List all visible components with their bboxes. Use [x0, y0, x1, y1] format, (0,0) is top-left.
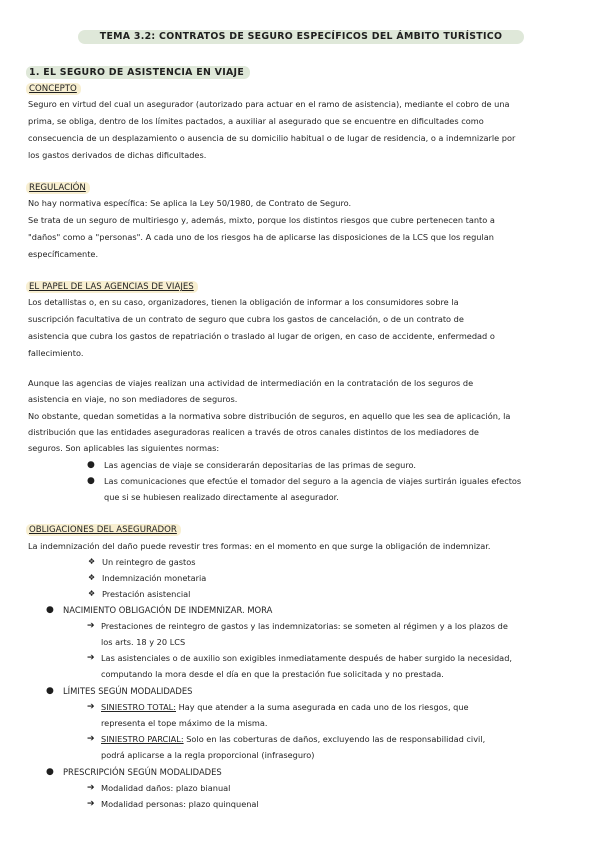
document-title: TEMA 3.2: CONTRATOS DE SEGURO ESPECÍFICOS DEL ÁMBITO TURÍSTICO: [78, 30, 524, 44]
agencias-p1-line-4: fallecimiento.: [28, 348, 84, 358]
siniestro-total-label: SINIESTRO TOTAL:: [101, 702, 176, 712]
bullet-dot-icon: ●: [87, 476, 95, 486]
agencias-p2-line-4: distribución que las entidades aseguradoras realicen a través de otros canales distintos de los mediadores de: [28, 427, 479, 437]
agencias-p2-line-1: Aunque las agencias de viajes realizan una actividad de intermediación en la contratación de los seguros de: [28, 378, 474, 388]
bullet-dot-icon: ●: [46, 686, 54, 696]
agencias-bullet-2-line-2: que si se hubiesen realizado directamente al asegurador.: [104, 492, 339, 502]
forma-1: Un reintegro de gastos: [102, 557, 196, 567]
regulacion-line-2: Se trata de un seguro de multiriesgo y, además, mixto, porque los distintos riesgos que cubre pertenecen tanto a: [28, 215, 495, 225]
diamond-bullet-icon: ❖: [88, 589, 96, 598]
diamond-bullet-icon: ❖: [88, 573, 96, 582]
agencias-bullet-1: Las agencias de viaje se considerarán depositarias de las primas de seguro.: [104, 460, 416, 470]
prescripcion-item-1: Modalidad daños: plazo bianual: [101, 783, 231, 793]
siniestro-parcial-label: SINIESTRO PARCIAL:: [101, 734, 184, 744]
regulacion-line-4: específicamente.: [28, 249, 99, 259]
group-mora-title: NACIMIENTO OBLIGACIÓN DE INDEMNIZAR. MORA: [63, 605, 273, 615]
regulacion-line-3: "daños" como a "personas". A cada uno de los riesgos ha de aplicarse las disposiciones de la LCS que los regulan: [28, 232, 494, 242]
limites-item-2-line-2: podrá aplicarse a la regla proporcional (infraseguro): [101, 750, 315, 760]
arrow-right-icon: ➔: [87, 783, 95, 793]
agencias-p2-line-2: asistencia en viaje, no son mediadores de seguros.: [28, 394, 238, 404]
bullet-dot-icon: ●: [46, 767, 54, 777]
siniestro-parcial-text: Solo en las coberturas de daños, excluyendo las de responsabilidad civil,: [183, 734, 486, 744]
agencias-p2-line-5: seguros. Son aplicables las siguientes normas:: [28, 443, 220, 453]
concepto-line-3: consecuencia de un desplazamiento o ausencia de su domicilio habitual o de lugar de residencia, o a indemnizarle por: [28, 133, 516, 143]
obligaciones-header: OBLIGACIONES DEL ASEGURADOR: [26, 524, 181, 536]
group-prescripcion-title: PRESCRIPCIÓN SEGÚN MODALIDADES: [63, 767, 222, 777]
forma-2: Indemnización monetaria: [102, 573, 207, 583]
regulacion-header: REGULACIÓN: [26, 182, 90, 194]
concepto-line-1: Seguro en virtud del cual un asegurador (autorizado para actuar en el ramo de asistencia), mediante el cobro de una: [28, 99, 510, 109]
limites-item-1-line-1: [101, 699, 469, 715]
bullet-dot-icon: ●: [87, 460, 95, 470]
limites-item-2-line-1: [101, 731, 485, 747]
mora-item-1-line-1: Prestaciones de reintegro de gastos y las indemnizatorias: se someten al régimen y a los plazos de: [101, 621, 508, 631]
concepto-header: CONCEPTO: [26, 83, 81, 95]
section-title: 1. EL SEGURO DE ASISTENCIA EN VIAJE: [26, 66, 250, 79]
prescripcion-item-2: Modalidad personas: plazo quinquenal: [101, 799, 259, 809]
agencias-p1-line-3: asistencia que cubra los gastos de repatriación o traslado al lugar de origen, en caso de accidente, enfermedad o: [28, 331, 495, 341]
mora-item-2-line-1: Las asistenciales o de auxilio son exigibles inmediatamente después de haber surgido la necesidad,: [101, 653, 513, 663]
agencias-p1-line-2: suscripción facultativa de un contrato de seguro que cubra los gastos de cancelación, o de un contrato de: [28, 314, 464, 324]
mora-item-1-line-2: los arts. 18 y 20 LCS: [101, 637, 186, 647]
concepto-line-4: los gastos derivados de dichas dificultades.: [28, 150, 207, 160]
bullet-dot-icon: ●: [46, 605, 54, 615]
mora-item-2-line-2: computando la mora desde el día en que la prestación fue solicitada y no prestada.: [101, 669, 444, 679]
arrow-right-icon: ➔: [87, 621, 95, 631]
group-limites-title: LÍMITES SEGÚN MODALIDADES: [63, 686, 193, 696]
arrow-right-icon: ➔: [87, 653, 95, 663]
arrow-right-icon: ➔: [87, 799, 95, 809]
agencias-p1-line-1: Los detallistas o, en su caso, organizadores, tienen la obligación de informar a los consumidores sobre la: [28, 297, 459, 307]
obligaciones-intro: La indemnización del daño puede revestir tres formas: en el momento en que surge la obligación de indemnizar.: [28, 541, 491, 551]
diamond-bullet-icon: ❖: [88, 557, 96, 566]
agencias-header: EL PAPEL DE LAS AGENCIAS DE VIAJES: [26, 281, 198, 293]
limites-item-1-line-2: representa el tope máximo de la misma.: [101, 718, 268, 728]
agencias-bullet-2-line-1: Las comunicaciones que efectúe el tomador del seguro a la agencia de viajes surtirán iguales efectos: [104, 476, 522, 486]
concepto-line-2: prima, se obliga, dentro de los límites pactados, a auxiliar al asegurado que se encuentre en dificultades como: [28, 116, 484, 126]
forma-3: Prestación asistencial: [102, 589, 191, 599]
arrow-right-icon: ➔: [87, 702, 95, 712]
agencias-p2-line-3: No obstante, quedan sometidas a la normativa sobre distribución de seguros, en aquello que les sea de aplicación, la: [28, 411, 511, 421]
arrow-right-icon: ➔: [87, 734, 95, 744]
siniestro-total-text: Hay que atender a la suma asegurada en cada uno de los riesgos, que: [176, 702, 469, 712]
regulacion-line-1: No hay normativa específica: Se aplica la Ley 50/1980, de Contrato de Seguro.: [28, 198, 352, 208]
